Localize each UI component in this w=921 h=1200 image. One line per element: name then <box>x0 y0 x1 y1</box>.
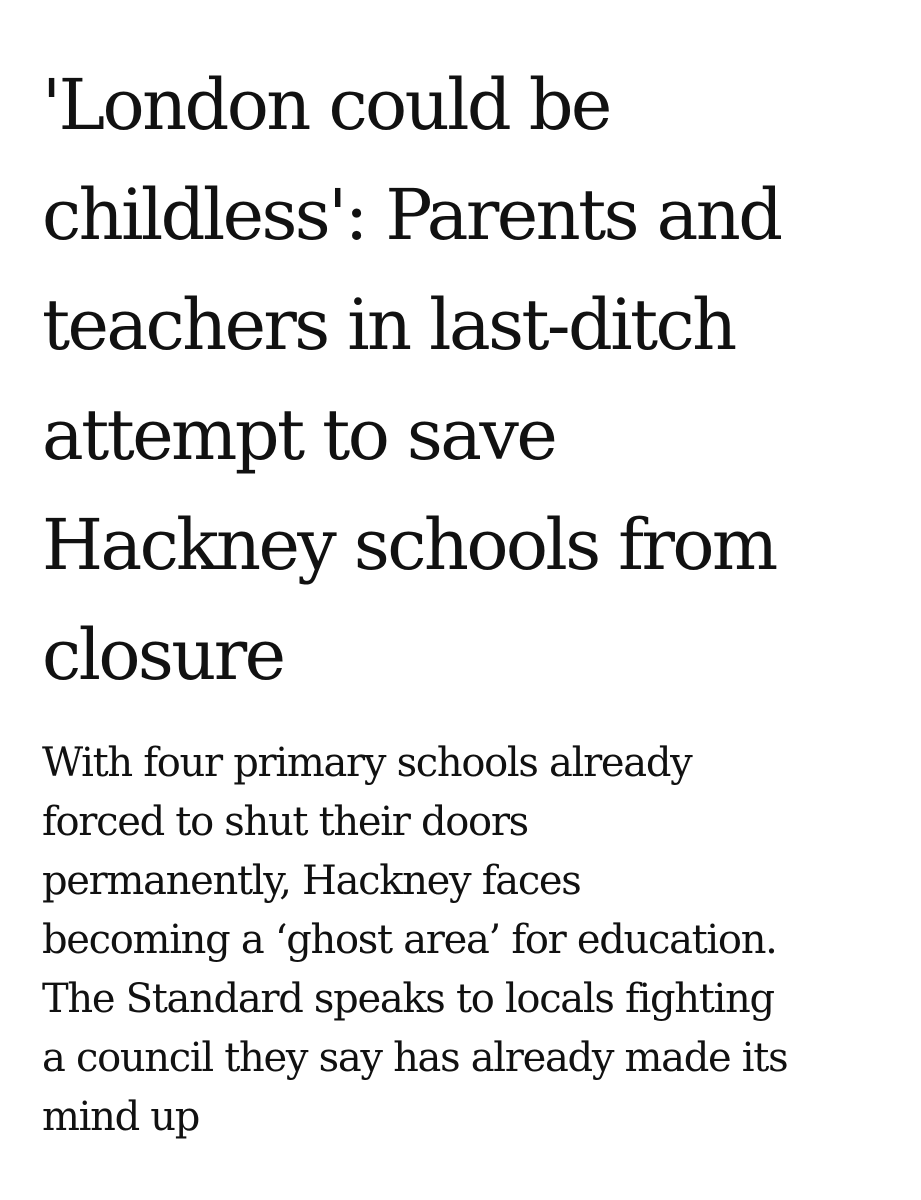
article-standfirst: With four primary schools already forced to shut their doors permanently, Hackney faces becoming a ‘ghost area’ for education. The Standard speaks to locals fighting a council they say has already made its mind up <box>42 740 788 1140</box>
article-headline: 'London could be childless': Parents and teachers in last-ditch attempt to save Hackney schools from closure <box>42 64 781 696</box>
article <box>42 0 902 1147</box>
